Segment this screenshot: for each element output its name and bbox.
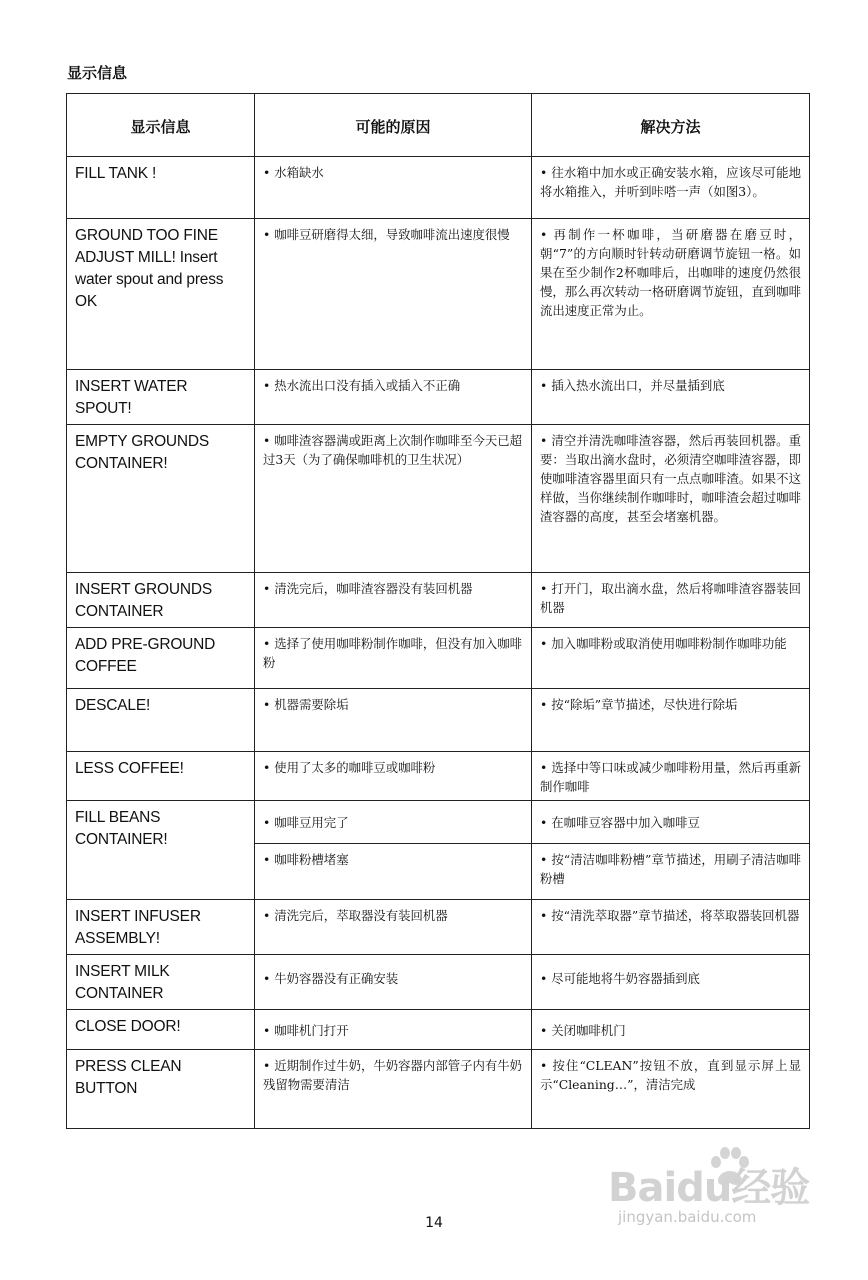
display-messages-table [66, 93, 810, 1129]
row-cause: • 选择了使用咖啡粉制作咖啡，但没有加入咖啡粉 [255, 628, 532, 689]
watermark-url: jingyan.baidu.com [618, 1208, 757, 1226]
section-title: 显示信息 [67, 64, 128, 82]
header-message: 显示信息 [67, 94, 255, 157]
row-solution: • 打开门，取出滴水盘，然后将咖啡渣容器装回机器 [532, 573, 810, 628]
table-row [67, 752, 810, 801]
row-message: INSERT INFUSER ASSEMBLY! [67, 900, 255, 955]
row-cause: • 咖啡渣容器满或距离上次制作咖啡至今天已超过3天（为了确保咖啡机的卫生状况） [255, 425, 532, 573]
row-message: CLOSE DOOR! [67, 1010, 255, 1050]
row-solution: • 清空并清洗咖啡渣容器，然后再装回机器。重要：当取出滴水盘时，必须清空咖啡渣容器，即使咖啡渣容器里面只有一点点咖啡渣。如果不这样做，当你继续制作咖啡时，咖啡渣会超过咖啡渣容器的高度，甚至会堵塞机器。 [532, 425, 810, 573]
row-solution: • 按“清洁咖啡粉槽”章节描述，用刷子清洁咖啡粉槽 [532, 844, 810, 900]
row-cause: • 机器需要除垢 [255, 689, 532, 752]
row-cause: • 清洗完后，萃取器没有装回机器 [255, 900, 532, 955]
table-row [67, 157, 810, 219]
row-cause: • 清洗完后，咖啡渣容器没有装回机器 [255, 573, 532, 628]
page-number: 14 [425, 1215, 443, 1231]
row-message: FILL BEANS CONTAINER! [67, 801, 255, 900]
row-message: INSERT MILK CONTAINER [67, 955, 255, 1010]
row-solution: • 往水箱中加水或正确安装水箱，应该尽可能地将水箱推入，并听到咔嗒一声（如图3）。 [532, 157, 810, 219]
table-row [67, 955, 810, 1010]
row-solution: • 按“除垢”章节描述，尽快进行除垢 [532, 689, 810, 752]
row-solution: • 插入热水流出口，并尽量插到底 [532, 370, 810, 425]
table-row [67, 425, 810, 573]
row-cause: • 咖啡豆研磨得太细，导致咖啡流出速度很慢 [255, 219, 532, 370]
baidu-watermark [588, 1140, 828, 1240]
table-row [67, 370, 810, 425]
table-row [67, 219, 810, 370]
header-cause: 可能的原因 [255, 94, 532, 157]
table-row [67, 1050, 810, 1129]
row-cause: • 咖啡机门打开 [255, 1010, 532, 1050]
row-cause: • 水箱缺水 [255, 157, 532, 219]
table-row [67, 1010, 810, 1050]
row-message: LESS COFFEE! [67, 752, 255, 801]
row-message: INSERT GROUNDS CONTAINER [67, 573, 255, 628]
row-solution: • 在咖啡豆容器中加入咖啡豆 [532, 801, 810, 844]
table-row [67, 689, 810, 752]
row-message: INSERT WATER SPOUT! [67, 370, 255, 425]
row-message: PRESS CLEAN BUTTON [67, 1050, 255, 1129]
row-solution: • 选择中等口味或减少咖啡粉用量，然后再重新制作咖啡 [532, 752, 810, 801]
row-solution: • 关闭咖啡机门 [532, 1010, 810, 1050]
row-cause: • 使用了太多的咖啡豆或咖啡粉 [255, 752, 532, 801]
row-cause: • 热水流出口没有插入或插入不正确 [255, 370, 532, 425]
table-header-row [67, 94, 810, 157]
row-message: FILL TANK ! [67, 157, 255, 219]
header-solution: 解决方法 [532, 94, 810, 157]
table-row [67, 573, 810, 628]
row-message: EMPTY GROUNDS CONTAINER! [67, 425, 255, 573]
table-row [67, 900, 810, 955]
watermark-logo: Baidu经验 [608, 1165, 810, 1211]
table-row [67, 801, 810, 844]
row-solution: • 按“清洗萃取器”章节描述，将萃取器装回机器 [532, 900, 810, 955]
row-cause: • 咖啡豆用完了 [255, 801, 532, 844]
row-cause: • 近期制作过牛奶，牛奶容器内部管子内有牛奶残留物需要清洁 [255, 1050, 532, 1129]
row-solution: • 按住“CLEAN”按钮不放，直到显示屏上显示“Cleaning…”，清洁完成 [532, 1050, 810, 1129]
row-message: DESCALE! [67, 689, 255, 752]
row-message: ADD PRE-GROUND COFFEE [67, 628, 255, 689]
table-row [67, 628, 810, 689]
row-solution: • 尽可能地将牛奶容器插到底 [532, 955, 810, 1010]
row-cause: • 牛奶容器没有正确安装 [255, 955, 532, 1010]
row-message: GROUND TOO FINE ADJUST MILL! Insert water spout and press OK [67, 219, 255, 370]
row-solution: • 加入咖啡粉或取消使用咖啡粉制作咖啡功能 [532, 628, 810, 689]
row-solution: • 再制作一杯咖啡，当研磨器在磨豆时，朝“7”的方向顺时针转动研磨调节旋钮一格。如果在至少制作2杯咖啡后，出咖啡的速度仍然很慢，那么再次转动一格研磨调节旋钮，直到咖啡流出速度正常为止。 [532, 219, 810, 370]
row-cause: • 咖啡粉槽堵塞 [255, 844, 532, 900]
